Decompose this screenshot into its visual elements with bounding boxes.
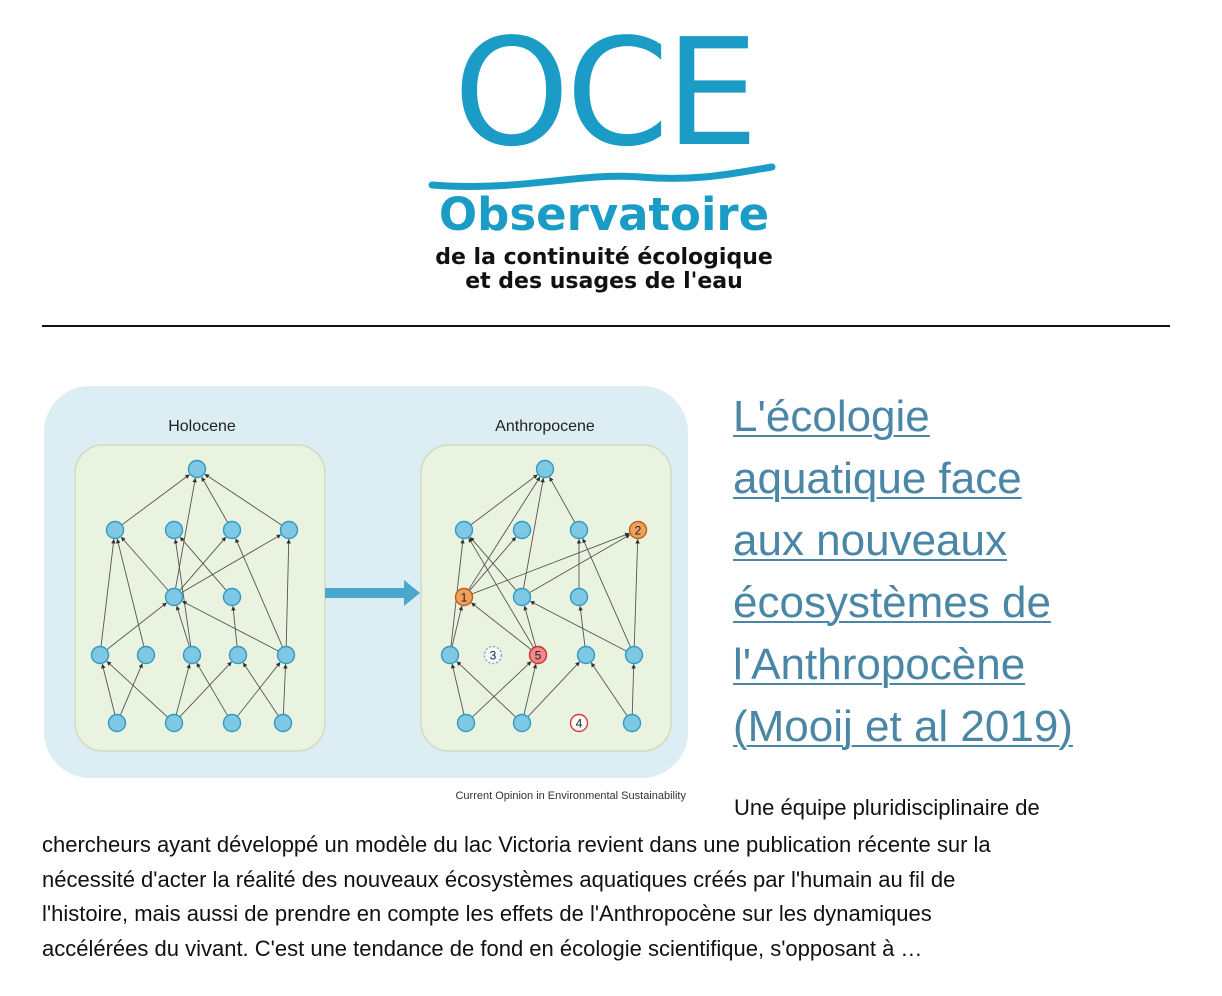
node-number-label: 1 [460, 590, 468, 605]
holocene-title: Holocene [168, 418, 236, 435]
article-title-line: écosystèmes de [733, 578, 1051, 627]
food-web-node [514, 589, 531, 606]
anthropocene-title: Anthropocene [495, 418, 595, 435]
food-web-node [571, 522, 588, 539]
header-divider [42, 325, 1170, 327]
food-web-node [166, 589, 183, 606]
article-intro-line: chercheurs ayant développé un modèle du lac Victoria revient dans une publication récente sur la [42, 832, 991, 857]
food-web-node [626, 647, 643, 664]
food-web-node [184, 647, 201, 664]
logo-acronym: OCE [453, 22, 755, 179]
article-intro-line: accélérées du vivant. C'est une tendance de fond en écologie scientifique, s'opposant à … [42, 935, 923, 961]
food-web-node [514, 715, 531, 732]
food-web-node [189, 461, 206, 478]
food-web-node [224, 522, 241, 539]
food-web-node [107, 522, 124, 539]
food-web-node [458, 715, 475, 732]
food-web-node [224, 715, 241, 732]
food-web-node [138, 647, 155, 664]
article-title-line: (Mooij et al 2019) [733, 702, 1073, 751]
node-number-label: 2 [634, 523, 642, 538]
node-number-label: 5 [534, 648, 542, 663]
food-web-node [166, 715, 183, 732]
food-web-node [275, 715, 292, 732]
article-title-line: aquatique face [733, 454, 1022, 503]
article-intro-line: l'histoire, mais aussi de prendre en compte les effets de l'Anthropocène sur les dynamiques [42, 901, 932, 926]
article-intro-first-line: Une équipe pluridisciplinaire de [734, 795, 1040, 820]
food-web-node [624, 715, 641, 732]
food-web-node [109, 715, 126, 732]
food-web-node [224, 589, 241, 606]
food-web-node [281, 522, 298, 539]
food-web-node [92, 647, 109, 664]
article-intro [42, 828, 1182, 966]
food-web-node [442, 647, 459, 664]
food-web-node [537, 461, 554, 478]
article-title-line: aux nouveaux [733, 516, 1007, 565]
food-web-node [571, 589, 588, 606]
food-web-node [230, 647, 247, 664]
food-web-node [514, 522, 531, 539]
food-web-figure[interactable] [42, 383, 690, 805]
logo-name: Observatoire [438, 188, 770, 241]
node-number-label: 4 [575, 716, 583, 731]
food-web-node [578, 647, 595, 664]
figure-credit: Current Opinion in Environmental Sustainability [455, 790, 686, 802]
logo-subtitle-line1: de la continuité écologique [435, 245, 773, 270]
article-intro-line: nécessité d'acter la réalité des nouveaux écosystèmes aquatiques créés par l'humain au fil de [42, 866, 956, 892]
article-title-line: L'écologie [733, 392, 930, 441]
food-web-node [166, 522, 183, 539]
food-web-node [456, 522, 473, 539]
node-number-label: 3 [489, 648, 497, 663]
oce-logo [0, 22, 1222, 294]
article-title-line: l'Anthropocène [733, 640, 1026, 689]
food-web-node [278, 647, 295, 664]
logo-subtitle-line2: et des usages de l'eau [465, 269, 743, 294]
article-title-link[interactable] [733, 386, 1173, 758]
